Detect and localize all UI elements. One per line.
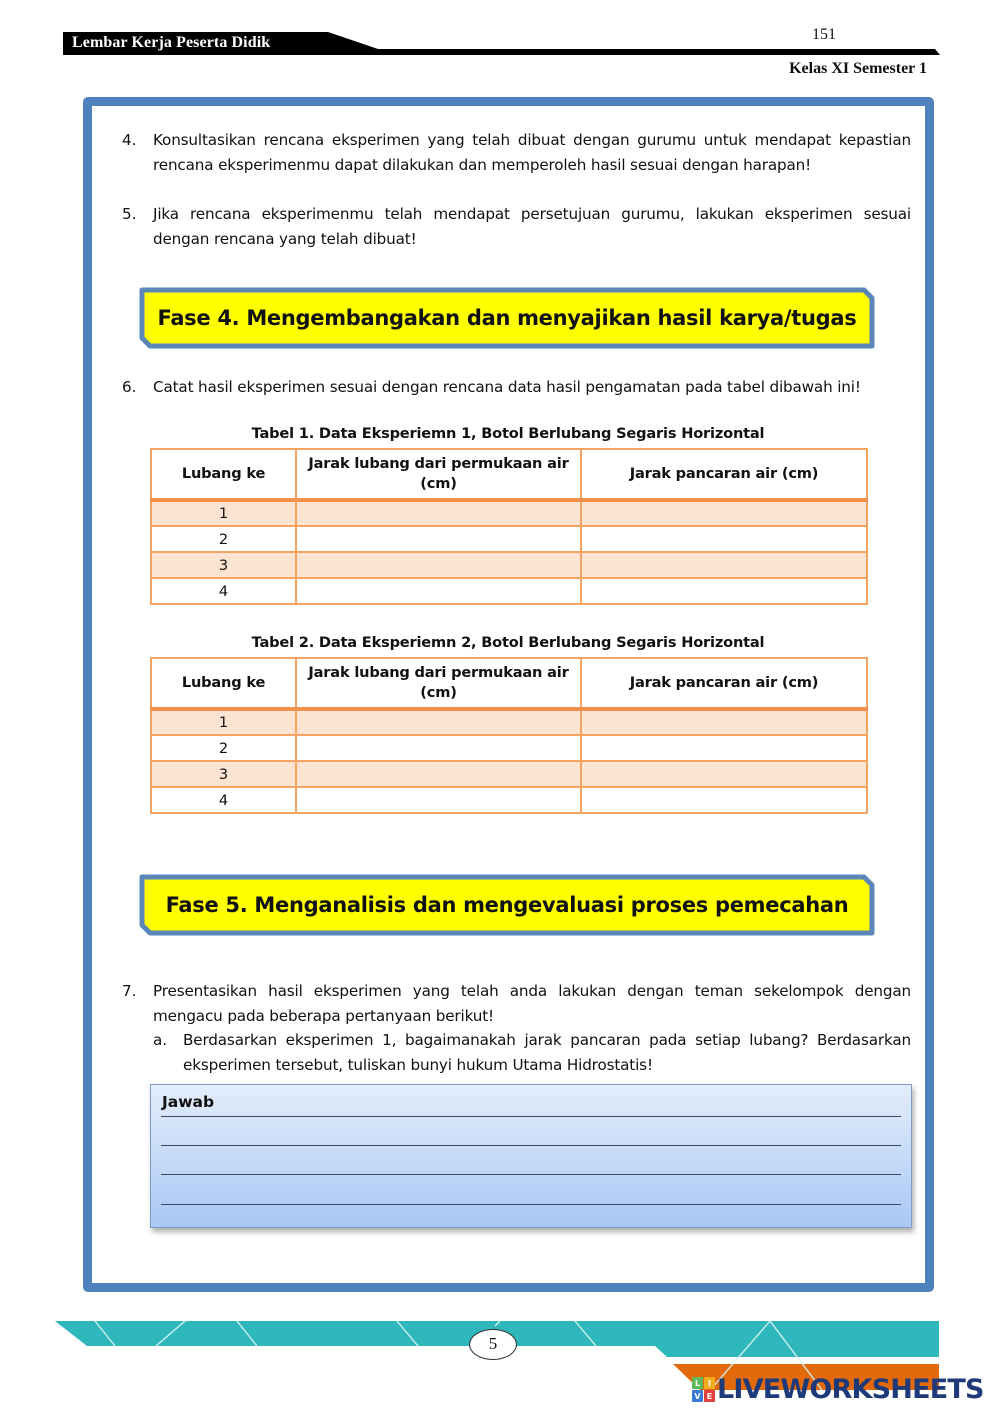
hole-depth-input[interactable]: [296, 735, 581, 761]
jet-distance-input[interactable]: [581, 500, 867, 526]
phase-5-banner: [138, 873, 876, 937]
table-2-caption: Tabel 2. Data Eksperiemn 2, Botol Berlubang Segaris Horizontal: [251, 634, 765, 651]
instruction-item-6: Catat hasil eksperimen sesuai dengan rencana data hasil pengamatan pada tabel dibawah ini!: [153, 378, 861, 396]
table-1-caption: Tabel 1. Data Eksperiemn 1, Botol Berlubang Segaris Horizontal: [251, 425, 765, 442]
table-header-row: [151, 658, 867, 709]
liveworksheets-wordmark: LIVEWORKSHEETS: [717, 1373, 984, 1405]
column-header-hole-depth: Jarak lubang dari permukaan air (cm): [296, 449, 581, 500]
hole-number-cell: 4: [151, 578, 296, 604]
liveworksheets-logo-icon: [692, 1377, 714, 1401]
jet-distance-input[interactable]: [581, 578, 867, 604]
hole-depth-input[interactable]: [296, 578, 581, 604]
hole-number-cell: 2: [151, 526, 296, 552]
data-table-1: [150, 448, 868, 605]
jet-distance-input[interactable]: [581, 552, 867, 578]
hole-depth-input[interactable]: [296, 761, 581, 787]
answer-line-4[interactable]: [161, 1204, 901, 1205]
answer-line-2[interactable]: [161, 1145, 901, 1146]
phase-5-title: Fase 5. Menganalisis dan mengevaluasi proses pemecahan: [165, 893, 849, 917]
data-table-2: [150, 657, 868, 814]
hole-depth-input[interactable]: [296, 500, 581, 526]
column-header-hole-number: Lubang ke: [151, 658, 296, 709]
hole-number-cell: 3: [151, 552, 296, 578]
hole-depth-input[interactable]: [296, 526, 581, 552]
phase-4-banner: [138, 286, 876, 350]
item-number: 6.: [122, 378, 137, 396]
answer-line-3[interactable]: [161, 1174, 901, 1175]
hole-depth-input[interactable]: [296, 709, 581, 735]
logo-letter-e: E: [704, 1390, 715, 1402]
column-header-hole-number: Lubang ke: [151, 449, 296, 500]
hole-number-cell: 1: [151, 709, 296, 735]
table-row: [151, 500, 867, 526]
class-label: Kelas XI Semester 1: [789, 60, 927, 77]
hole-number-cell: 2: [151, 735, 296, 761]
answer-line-1[interactable]: [161, 1116, 901, 1117]
table-row: [151, 552, 867, 578]
logo-letter-v: V: [692, 1390, 703, 1402]
jet-distance-input[interactable]: [581, 787, 867, 813]
logo-letter-l: L: [692, 1377, 703, 1389]
instruction-item-5: Jika rencana eksperimenmu telah mendapat persetujuan gurumu, lakukan eksperimen sesuai dengan rencana yang telah dibuat!: [153, 205, 911, 248]
jet-distance-input[interactable]: [581, 709, 867, 735]
column-header-water-jet-distance: Jarak pancaran air (cm): [581, 449, 867, 500]
column-header-water-jet-distance: Jarak pancaran air (cm): [581, 658, 867, 709]
hole-number-cell: 3: [151, 761, 296, 787]
table-row: [151, 709, 867, 735]
liveworksheets-brand[interactable]: [692, 1374, 984, 1404]
hole-depth-input[interactable]: [296, 787, 581, 813]
hole-number-cell: 1: [151, 500, 296, 526]
answer-box: [150, 1084, 912, 1228]
book-page-number: 151: [812, 26, 836, 43]
table-row: [151, 787, 867, 813]
table-row: [151, 578, 867, 604]
worksheet-page-number: 5: [469, 1329, 517, 1360]
sub-item-letter: a.: [153, 1031, 168, 1049]
column-header-hole-depth: Jarak lubang dari permukaan air (cm): [296, 658, 581, 709]
answer-label: Jawab: [162, 1093, 215, 1111]
logo-letter-i: I: [704, 1377, 715, 1389]
instruction-item-4: Konsultasikan rencana eksperimen yang telah dibuat dengan gurumu untuk mendapat kepastian rencana eksperimenmu dapat dilakukan dan memperoleh hasil sesuai dengan harapan!: [153, 131, 911, 174]
instruction-item-7: Presentasikan hasil eksperimen yang telah anda lakukan dengan teman sekelompok dengan mengacu pada beberapa pertanyaan berikut!: [153, 982, 911, 1025]
table-header-row: [151, 449, 867, 500]
phase-4-title: Fase 4. Mengembangakan dan menyajikan hasil karya/tugas: [157, 306, 857, 330]
table-row: [151, 761, 867, 787]
hole-number-cell: 4: [151, 787, 296, 813]
item-number: 4.: [122, 131, 137, 149]
worksheet-title: Lembar Kerja Peserta Didik: [72, 34, 271, 51]
table-row: [151, 735, 867, 761]
item-number: 5.: [122, 205, 137, 223]
item-number: 7.: [122, 982, 137, 1000]
hole-depth-input[interactable]: [296, 552, 581, 578]
table-row: [151, 526, 867, 552]
jet-distance-input[interactable]: [581, 761, 867, 787]
jet-distance-input[interactable]: [581, 735, 867, 761]
jet-distance-input[interactable]: [581, 526, 867, 552]
question-7a: Berdasarkan eksperimen 1, bagaimanakah jarak pancaran pada setiap lubang? Berdasarkan eksperimen tersebut, tuliskan bunyi hukum Utama Hidrostatis!: [183, 1031, 911, 1074]
